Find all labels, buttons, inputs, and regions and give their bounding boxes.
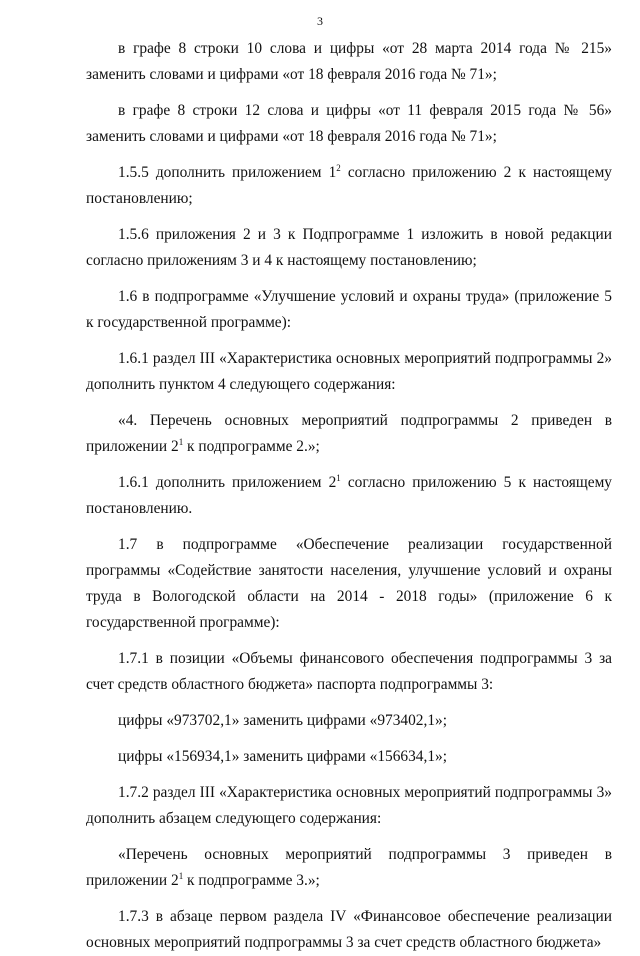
paragraph-text: согласно приложению 2 к настоящему постановлению; [86,164,612,207]
paragraph-text: 1.7.3 в абзаце первом раздела IV «Финансовое обеспечение реализации основных мероприятий подпрограммы 3 за счет средств областного бюджета» [86,908,612,951]
paragraph-15 [86,904,612,956]
superscript: 1 [336,473,341,483]
paragraph-text: 1.7.1 в позиции «Объемы финансового обеспечения подпрограммы 3 за счет средств областного бюджета» паспорта подпрограммы 3: [86,650,612,693]
paragraph-text: 1.6 в подпрограмме «Улучшение условий и охраны труда» (приложение 5 к государственной программе): [86,288,612,331]
paragraph-text: согласно приложению 5 к настоящему постановлению. [86,474,612,517]
paragraph-9 [86,532,612,636]
paragraph-text: цифры «156934,1» заменить цифрами «156634,1»; [118,748,448,765]
paragraph-12 [86,744,612,770]
paragraph-text: «Перечень основных мероприятий подпрограммы 3 приведен в приложении 2 [86,846,612,889]
paragraph-text: цифры «973702,1» заменить цифрами «973402,1»; [118,712,448,729]
paragraph-text: к подпрограмме 2.»; [183,438,320,455]
page-number: 3 [317,14,323,28]
superscript: 1 [178,437,184,447]
superscript: 1 [178,871,184,881]
paragraph-text: 1.5.5 дополнить приложением 1 [118,164,337,181]
paragraph-6 [86,346,612,398]
paragraph-1 [86,36,612,88]
paragraph-5 [86,284,612,336]
paragraph-text: 1.6.1 раздел III «Характеристика основных мероприятий подпрограммы 2» дополнить пунктом 4 следующего содержания: [86,350,612,393]
paragraph-2 [86,98,612,150]
superscript: 2 [336,163,341,173]
paragraph-13 [86,780,612,832]
paragraph-text: к подпрограмме 3.»; [183,872,320,889]
paragraph-10 [86,646,612,698]
paragraph-7 [86,408,612,460]
document-body [86,36,612,956]
paragraph-3 [86,160,612,212]
paragraph-4 [86,222,612,274]
paragraph-text: 1.7.2 раздел III «Характеристика основных мероприятий подпрограммы 3» дополнить абзацем следующего содержания: [86,784,612,827]
paragraph-text: в графе 8 строки 12 слова и цифры «от 11 февраля 2015 года № 56» заменить словами и цифрами «от 18 февраля 2016 года № 71»; [86,102,612,145]
paragraph-text: «4. Перечень основных мероприятий подпрограммы 2 приведен в приложении 2 [86,412,612,455]
paragraph-11 [86,708,612,734]
paragraph-text: 1.7 в подпрограмме «Обеспечение реализации государственной программы «Содействие занятости населения, улучшение условий и охраны труда в Вологодской области на 2014 - 2018 годы» (приложение 6 к государственной программе): [86,536,612,631]
paragraph-text: в графе 8 строки 10 слова и цифры «от 28 марта 2014 года № 215» заменить словами и цифрами «от 18 февраля 2016 года № 71»; [86,40,612,83]
paragraph-text: 1.6.1 дополнить приложением 2 [118,474,337,491]
paragraph-8 [86,470,612,522]
paragraph-14 [86,842,612,894]
paragraph-text: 1.5.6 приложения 2 и 3 к Подпрограмме 1 изложить в новой редакции согласно приложениям 3 и 4 к настоящему постановлению; [86,226,612,269]
